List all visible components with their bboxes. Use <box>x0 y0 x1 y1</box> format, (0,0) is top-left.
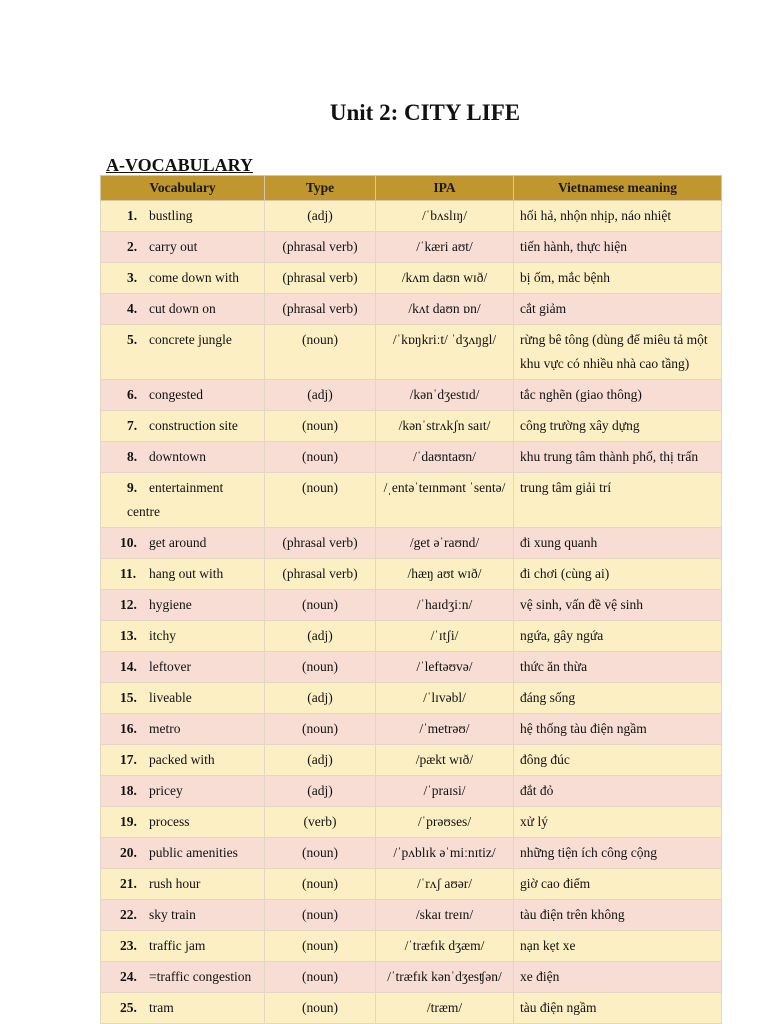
type-cell: (noun) <box>265 900 376 931</box>
type-cell: (phrasal verb) <box>265 528 376 559</box>
vocabulary-word: metro <box>149 721 181 736</box>
vocabulary-cell <box>101 962 265 993</box>
type-cell: (noun) <box>265 714 376 745</box>
vocabulary-word: packed with <box>149 752 215 767</box>
ipa-cell: /ˈmetrəʊ/ <box>376 714 514 745</box>
vocabulary-word: itchy <box>149 628 176 643</box>
ipa-cell: /ˈkɒŋkriːt/ ˈdʒʌŋgl/ <box>376 325 514 380</box>
table-row <box>101 962 722 993</box>
table-row <box>101 652 722 683</box>
vocabulary-word: rush hour <box>149 876 201 891</box>
type-cell: (noun) <box>265 993 376 1024</box>
vocabulary-cell <box>101 232 265 263</box>
vocabulary-cell <box>101 473 265 528</box>
vocabulary-cell <box>101 683 265 714</box>
table-body <box>101 201 722 1024</box>
ipa-cell: /ˈkæri aʊt/ <box>376 232 514 263</box>
meaning-cell: tàu điện ngầm <box>514 993 722 1024</box>
vocabulary-cell <box>101 931 265 962</box>
meaning-cell: ngứa, gây ngứa <box>514 621 722 652</box>
table-row <box>101 380 722 411</box>
vocabulary-cell <box>101 838 265 869</box>
row-number: 10. <box>120 535 137 550</box>
vocabulary-word: concrete jungle <box>149 332 232 347</box>
table-row <box>101 232 722 263</box>
meaning-cell: những tiện ích công cộng <box>514 838 722 869</box>
table-row <box>101 473 722 528</box>
ipa-cell: /ˈbʌslɪŋ/ <box>376 201 514 232</box>
vocabulary-cell <box>101 652 265 683</box>
vocabulary-word: congested <box>149 387 203 402</box>
meaning-cell: xe điện <box>514 962 722 993</box>
table-row <box>101 714 722 745</box>
vocabulary-word: bustling <box>149 208 193 223</box>
row-number: 7. <box>127 418 138 433</box>
ipa-cell: /kʌt daʊn ɒn/ <box>376 294 514 325</box>
type-cell: (noun) <box>265 869 376 900</box>
row-number: 3. <box>127 270 138 285</box>
type-cell: (noun) <box>265 931 376 962</box>
table-row <box>101 869 722 900</box>
row-number: 22. <box>120 907 137 922</box>
table-header <box>101 176 722 201</box>
meaning-cell: xử lý <box>514 807 722 838</box>
type-cell: (verb) <box>265 807 376 838</box>
meaning-cell: cắt giảm <box>514 294 722 325</box>
meaning-cell: vệ sinh, vấn đề vệ sinh <box>514 590 722 621</box>
vocabulary-cell <box>101 993 265 1024</box>
vocabulary-word: construction site <box>149 418 238 433</box>
type-cell: (phrasal verb) <box>265 294 376 325</box>
ipa-cell: /kənˈdʒestɪd/ <box>376 380 514 411</box>
meaning-cell: rừng bê tông (dùng để miêu tả một khu vực có nhiều nhà cao tầng) <box>514 325 722 380</box>
row-number: 23. <box>120 938 137 953</box>
vocabulary-word: traffic jam <box>149 938 206 953</box>
row-number: 16. <box>120 721 137 736</box>
table-row <box>101 201 722 232</box>
table-row <box>101 442 722 473</box>
row-number: 19. <box>120 814 137 829</box>
header-ipa: IPA <box>376 176 514 201</box>
vocabulary-cell <box>101 263 265 294</box>
vocabulary-cell <box>101 590 265 621</box>
meaning-cell: thức ăn thừa <box>514 652 722 683</box>
meaning-cell: hối hả, nhộn nhịp, náo nhiệt <box>514 201 722 232</box>
ipa-cell: /ˈprəʊses/ <box>376 807 514 838</box>
vocabulary-cell <box>101 294 265 325</box>
table-row <box>101 528 722 559</box>
ipa-cell: /ˈpraɪsi/ <box>376 776 514 807</box>
type-cell: (noun) <box>265 473 376 528</box>
vocabulary-word: pricey <box>149 783 183 798</box>
vocabulary-cell <box>101 380 265 411</box>
type-cell: (adj) <box>265 683 376 714</box>
meaning-cell: trung tâm giải trí <box>514 473 722 528</box>
row-number: 9. <box>127 480 138 495</box>
vocabulary-word: entertainment centre <box>127 480 224 519</box>
ipa-cell: /ˌentəˈteɪnmənt ˈsentə/ <box>376 473 514 528</box>
vocabulary-cell <box>101 442 265 473</box>
vocabulary-word: leftover <box>149 659 191 674</box>
table-row <box>101 683 722 714</box>
type-cell: (adj) <box>265 621 376 652</box>
meaning-cell: tàu điện trên không <box>514 900 722 931</box>
vocabulary-word: hygiene <box>149 597 192 612</box>
vocabulary-word: get around <box>149 535 207 550</box>
meaning-cell: tiến hành, thực hiện <box>514 232 722 263</box>
table-row <box>101 931 722 962</box>
row-number: 24. <box>120 969 137 984</box>
meaning-cell: công trường xây dựng <box>514 411 722 442</box>
row-number: 15. <box>120 690 137 705</box>
vocabulary-cell <box>101 528 265 559</box>
ipa-cell: /træm/ <box>376 993 514 1024</box>
row-number: 20. <box>120 845 137 860</box>
row-number: 17. <box>120 752 137 767</box>
meaning-cell: hệ thống tàu điện ngầm <box>514 714 722 745</box>
type-cell: (phrasal verb) <box>265 263 376 294</box>
header-vocabulary: Vocabulary <box>101 176 265 201</box>
type-cell: (noun) <box>265 442 376 473</box>
type-cell: (noun) <box>265 838 376 869</box>
table-row <box>101 776 722 807</box>
type-cell: (noun) <box>265 325 376 380</box>
ipa-cell: /ˈrʌʃ aʊər/ <box>376 869 514 900</box>
vocabulary-cell <box>101 807 265 838</box>
vocabulary-word: carry out <box>149 239 198 254</box>
meaning-cell: đông đúc <box>514 745 722 776</box>
table-row <box>101 621 722 652</box>
vocabulary-word: liveable <box>149 690 192 705</box>
vocabulary-word: public amenities <box>149 845 238 860</box>
row-number: 5. <box>127 332 138 347</box>
type-cell: (adj) <box>265 745 376 776</box>
ipa-cell: /ˈpʌblɪk əˈmiːnɪtiz/ <box>376 838 514 869</box>
row-number: 14. <box>120 659 137 674</box>
type-cell: (phrasal verb) <box>265 232 376 263</box>
vocabulary-word: tram <box>149 1000 174 1015</box>
type-cell: (noun) <box>265 411 376 442</box>
ipa-cell: /get əˈraʊnd/ <box>376 528 514 559</box>
vocabulary-word: downtown <box>149 449 206 464</box>
meaning-cell: bị ốm, mắc bệnh <box>514 263 722 294</box>
type-cell: (adj) <box>265 776 376 807</box>
meaning-cell: đi chơi (cùng ai) <box>514 559 722 590</box>
row-number: 4. <box>127 301 138 316</box>
ipa-cell: /ˈleftəʊvə/ <box>376 652 514 683</box>
row-number: 6. <box>127 387 138 402</box>
meaning-cell: đi xung quanh <box>514 528 722 559</box>
type-cell: (phrasal verb) <box>265 559 376 590</box>
ipa-cell: /pækt wɪð/ <box>376 745 514 776</box>
ipa-cell: /ˈdaʊntaʊn/ <box>376 442 514 473</box>
type-cell: (noun) <box>265 962 376 993</box>
section-heading: A-VOCABULARY <box>106 155 254 175</box>
header-meaning: Vietnamese meaning <box>514 176 722 201</box>
type-cell: (adj) <box>265 380 376 411</box>
vocabulary-cell <box>101 411 265 442</box>
meaning-cell: đắt đỏ <box>514 776 722 807</box>
ipa-cell: /kʌm daʊn wɪð/ <box>376 263 514 294</box>
meaning-cell: nạn kẹt xe <box>514 931 722 962</box>
meaning-cell: tắc nghẽn (giao thông) <box>514 380 722 411</box>
table-row <box>101 807 722 838</box>
vocabulary-cell <box>101 201 265 232</box>
vocabulary-table <box>100 175 722 1024</box>
meaning-cell: đáng sống <box>514 683 722 714</box>
vocabulary-cell <box>101 325 265 380</box>
row-number: 1. <box>127 208 138 223</box>
header-row <box>101 176 722 201</box>
table-row <box>101 590 722 621</box>
ipa-cell: /ˈɪtʃi/ <box>376 621 514 652</box>
vocabulary-cell <box>101 869 265 900</box>
table-row <box>101 993 722 1024</box>
vocabulary-word: sky train <box>149 907 196 922</box>
meaning-cell: khu trung tâm thành phố, thị trấn <box>514 442 722 473</box>
type-cell: (noun) <box>265 590 376 621</box>
row-number: 12. <box>120 597 137 612</box>
vocabulary-word: process <box>149 814 190 829</box>
vocabulary-word: cut down on <box>149 301 216 316</box>
type-cell: (noun) <box>265 652 376 683</box>
row-number: 2. <box>127 239 138 254</box>
ipa-cell: /ˈlɪvəbl/ <box>376 683 514 714</box>
page-title: Unit 2: CITY LIFE <box>329 100 521 125</box>
vocabulary-cell <box>101 745 265 776</box>
type-cell: (adj) <box>265 201 376 232</box>
vocabulary-cell <box>101 776 265 807</box>
meaning-cell: giờ cao điểm <box>514 869 722 900</box>
row-number: 25. <box>120 1000 137 1015</box>
vocabulary-cell <box>101 559 265 590</box>
table-row <box>101 745 722 776</box>
vocabulary-cell <box>101 621 265 652</box>
row-number: 21. <box>120 876 137 891</box>
ipa-cell: /kənˈstrʌkʃn saɪt/ <box>376 411 514 442</box>
ipa-cell: /hæŋ aʊt wɪð/ <box>376 559 514 590</box>
table-row <box>101 263 722 294</box>
vocabulary-cell <box>101 900 265 931</box>
table-row <box>101 900 722 931</box>
table-row <box>101 325 722 380</box>
row-number: 13. <box>120 628 137 643</box>
ipa-cell: /ˈtræfɪk kənˈdʒesʧən/ <box>376 962 514 993</box>
vocabulary-cell <box>101 714 265 745</box>
table-row <box>101 559 722 590</box>
row-number: 11. <box>120 566 137 581</box>
ipa-cell: /ˈhaɪdʒiːn/ <box>376 590 514 621</box>
vocabulary-word: come down with <box>149 270 239 285</box>
vocabulary-word: hang out with <box>149 566 224 581</box>
ipa-cell: /skaɪ treɪn/ <box>376 900 514 931</box>
header-type: Type <box>265 176 376 201</box>
vocabulary-word: =traffic congestion <box>149 969 252 984</box>
ipa-cell: /ˈtræfɪk dʒæm/ <box>376 931 514 962</box>
table-row <box>101 838 722 869</box>
row-number: 8. <box>127 449 138 464</box>
row-number: 18. <box>120 783 137 798</box>
table-row <box>101 294 722 325</box>
table-row <box>101 411 722 442</box>
